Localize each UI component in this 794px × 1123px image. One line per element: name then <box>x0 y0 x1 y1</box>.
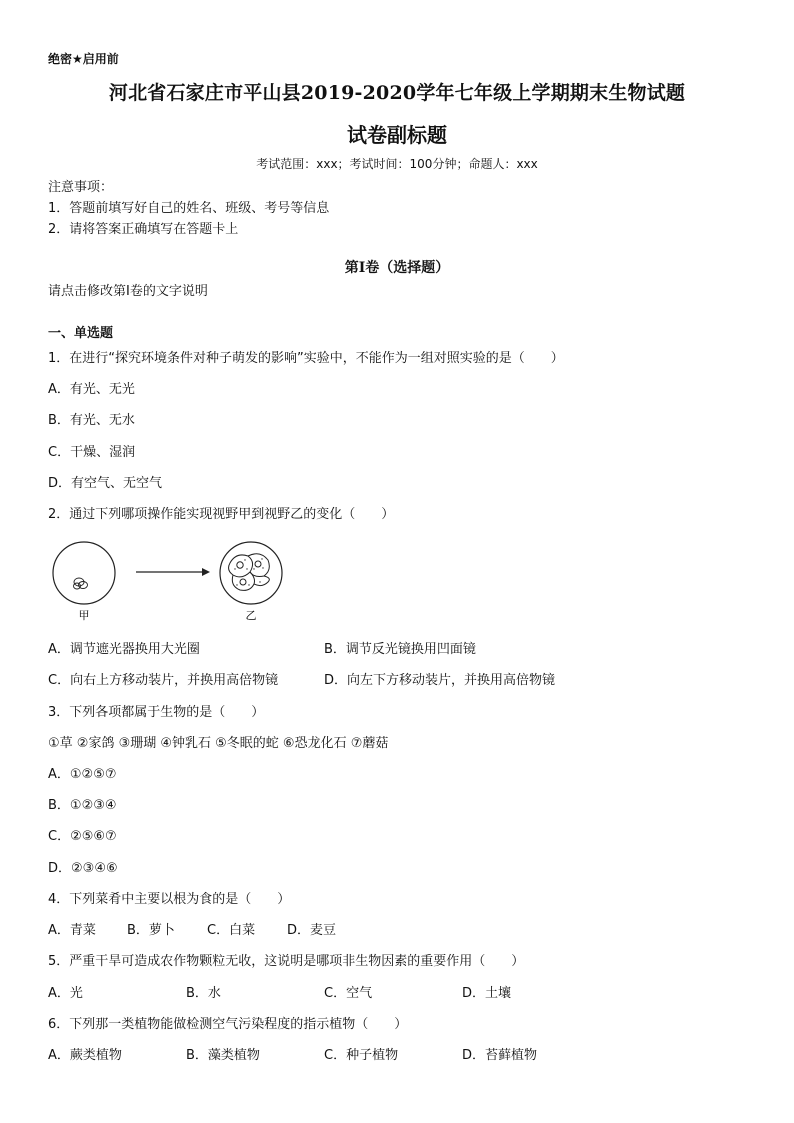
notice-item-2: 2．请将答案正确填写在答题卡上 <box>48 222 239 237</box>
microscope-view-figure <box>44 538 304 626</box>
question-1-stem: 1．在进行“探究环境条件对种子萌发的影响”实验中，不能作为一组对照实验的是（ ） <box>48 351 564 366</box>
question-3-stem: 3．下列各项都属于生物的是（ ） <box>48 705 265 720</box>
paper-subtitle: 试卷副标题 <box>347 123 447 147</box>
question-1-option-d: D．有空气、无空气 <box>48 476 163 491</box>
label-yi: 乙 <box>245 609 257 622</box>
section-instruction: 请点击修改第I卷的文字说明 <box>48 284 208 299</box>
section-title: 第I卷（选择题） <box>344 260 450 276</box>
question-4-option-b: B．萝卜 <box>127 923 175 938</box>
question-4-stem: 4．下列菜肴中主要以根为食的是（ ） <box>48 892 291 907</box>
question-4-option-c: C．白菜 <box>207 923 256 938</box>
question-3-option-d: D．②③④⑥ <box>48 861 118 876</box>
question-6-option-a: A．蕨类植物 <box>48 1048 122 1063</box>
question-6-option-c: C．种子植物 <box>324 1048 399 1063</box>
question-4-option-d: D．麦豆 <box>287 923 337 938</box>
secret-label: 绝密★启用前 <box>48 52 119 66</box>
question-5-option-b: B．水 <box>186 986 221 1001</box>
question-2-option-c: C．向右上方移动装片，并换用高倍物镜 <box>48 673 279 688</box>
question-2-option-b: B．调节反光镜换用凹面镜 <box>324 642 476 657</box>
question-5-option-d: D．土壤 <box>462 986 512 1001</box>
view-jia-circle <box>53 542 115 604</box>
question-3-list: ①草 ②家鸽 ③珊瑚 ④钟乳石 ⑤冬眠的蛇 ⑥恐龙化石 ⑦蘑菇 <box>48 736 389 751</box>
small-cells-icon <box>74 578 88 589</box>
question-5-option-c: C．空气 <box>324 986 373 1001</box>
label-jia: 甲 <box>78 609 90 622</box>
question-6-option-d: D．苔藓植物 <box>462 1048 538 1063</box>
notice-heading: 注意事项： <box>48 180 114 195</box>
question-4-option-a: A．青菜 <box>48 923 96 938</box>
notice-item-1: 1．答题前填写好自己的姓名、班级、考号等信息 <box>48 201 330 216</box>
question-1-option-c: C．干燥、湿润 <box>48 445 136 460</box>
arrow-head <box>202 568 210 576</box>
question-3-option-a: A．①②⑤⑦ <box>48 767 117 782</box>
question-5-stem: 5．严重干旱可造成农作物颗粒无收，这说明是哪项非生物因素的重要作用（ ） <box>48 954 525 969</box>
question-6-stem: 6．下列那一类植物能做检测空气污染程度的指示植物（ ） <box>48 1017 408 1032</box>
question-1-option-a: A．有光、无光 <box>48 382 135 397</box>
question-2-option-d: D．向左下方移动装片，并换用高倍物镜 <box>324 673 556 688</box>
part-heading: 一、单选题 <box>48 326 114 341</box>
question-3-option-c: C．②⑤⑥⑦ <box>48 829 117 844</box>
question-6-option-b: B．藻类植物 <box>186 1048 260 1063</box>
question-2-option-a: A．调节遮光器换用大光圈 <box>48 642 200 657</box>
question-2-stem: 2．通过下列哪项操作能实现视野甲到视野乙的变化（ ） <box>48 507 395 522</box>
question-3-option-b: B．①②③④ <box>48 798 117 813</box>
question-1-option-b: B．有光、无水 <box>48 413 135 428</box>
question-5-option-a: A．光 <box>48 986 83 1001</box>
exam-info: 考试范围：xxx；考试时间：100分钟；命题人：xxx <box>256 157 538 171</box>
paper-title: 河北省石家庄市平山县2019-2020学年七年级上学期期末生物试题 <box>108 82 686 104</box>
